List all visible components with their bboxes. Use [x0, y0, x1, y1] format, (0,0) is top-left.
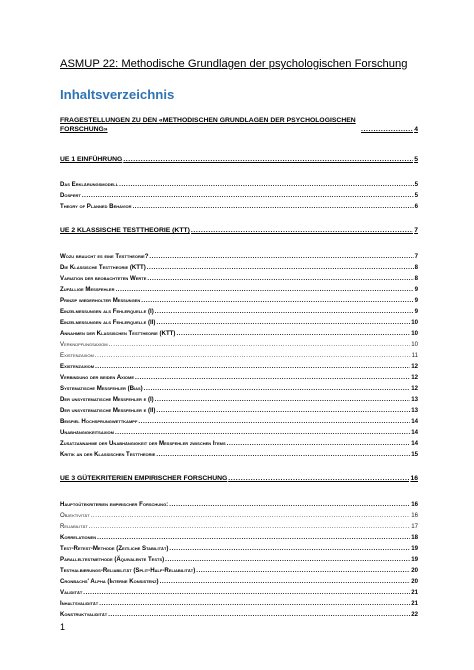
toc-entry[interactable]: Reliabilität ..... 17: [60, 522, 418, 531]
toc-entry[interactable]: Konstruktvalidität ..... 22: [60, 610, 418, 619]
toc-entry[interactable]: Wozu braucht es eine Testtheorie? ..... 7: [60, 252, 418, 261]
toc-entry[interactable]: Verbindung der beiden Axiome ..... 12: [60, 373, 418, 382]
page-number: 1: [60, 622, 66, 632]
toc-entry[interactable]: Testhalbierungs-Reliabilität (Split-Half-Reliabilität) ..... 20: [60, 566, 418, 575]
toc-entry[interactable]: Kritik an der Klassischen Testtheorie ..... 15: [60, 450, 418, 459]
toc-title: Inhaltsverzeichnis: [60, 87, 175, 102]
toc-entry-ue2[interactable]: UE 2 KLASSISCHE TESTTHEORIE (KTT) ..... 7: [60, 226, 418, 235]
toc-entry[interactable]: Unabhängigkeitsaxiom ..... 14: [60, 428, 418, 437]
toc-entry[interactable]: Test-Retest-Methode (Zeitliche Stabilität) ..... 19: [60, 544, 418, 553]
toc-entry[interactable]: Zusatzannahme der Unabhängigkeit der Messfehler zwischen Items ..... 14: [60, 439, 418, 448]
toc-entry[interactable]: Der unsystematische Messfehler e (II) ..... 13: [60, 406, 418, 415]
toc-entry[interactable]: Validität ..... 21: [60, 588, 418, 597]
toc-entry[interactable]: Der unsystematische Messfehler e (I) ..... 13: [60, 395, 418, 404]
toc-entry-ue1[interactable]: [60, 155, 418, 164]
toc-entry[interactable]: Beispiel Hochsprungwettkampf ..... 14: [60, 417, 418, 426]
toc-entry[interactable]: Verknüpfungsaxiom ..... 10: [60, 340, 418, 349]
toc-entry-text: UE 1 EINFÜHRUNG: [60, 156, 123, 163]
toc-entry-page: 4: [414, 126, 418, 134]
toc-entry[interactable]: Theory of Planned Behavior ..... 6: [60, 202, 418, 211]
toc-entry[interactable]: Annahmen der Klassischen Testtheorie (KTT) ..... 10: [60, 329, 418, 338]
page-header: ASMUP 22: Methodische Grundlagen der psychologischen Forschung: [60, 58, 408, 70]
toc-entry[interactable]: Einzelmessungen als Fehlerquelle (II) ..... 10: [60, 318, 418, 327]
toc-entry-ue3[interactable]: UE 3 GÜTEKRITERIEN EMPIRISCHER FORSCHUNG ..... 16: [60, 474, 418, 483]
toc-entry[interactable]: Variation der beobachteten Werte ..... 8: [60, 274, 418, 283]
toc-entry[interactable]: Cronbachs' Alpha (Interne Konsistenz) ..... 20: [60, 577, 418, 586]
toc-entry[interactable]: Dospert ..... 5: [60, 191, 418, 200]
toc-entry-text: FRAGESTELLUNGEN ZU DEN «METHODISCHEN GRUNDLAGEN DER PSYCHOLOGISCHEN FORSCHUNG»: [60, 117, 356, 133]
toc-entry[interactable]: Korrelationen ..... 18: [60, 533, 418, 542]
toc-entry[interactable]: Systematische Messfehler (Bias) ..... 12: [60, 384, 418, 393]
toc-entry[interactable]: Prinzip wiederholter Messungen ..... 9: [60, 296, 418, 305]
toc-entry-page: 5: [414, 156, 418, 163]
toc-entry[interactable]: Einzelmessungen als Fehlerquelle (I) ..... 9: [60, 307, 418, 316]
toc-entry[interactable]: Paralleltestmethode (Äquivalente Tests) ..... 19: [60, 555, 418, 564]
toc-entry[interactable]: Existenzaxiom ..... 11: [60, 351, 418, 360]
toc-entry-fragestellungen[interactable]: [60, 117, 418, 134]
toc-entry[interactable]: Hauptgütekriterien empirischer Forschung: ..... 16: [60, 500, 418, 509]
toc-entry[interactable]: Objektivität ..... 16: [60, 511, 418, 520]
toc-entry[interactable]: Existenzaxiom ..... 12: [60, 362, 418, 371]
toc-entry[interactable]: Inhaltsvalidität ..... 21: [60, 599, 418, 608]
toc-entry[interactable]: Die Klassische Testtheorie (KTT) ..... 8: [60, 263, 418, 272]
toc-entry[interactable]: Das Erklärungsmodell ..... 5: [60, 180, 418, 189]
toc-entry[interactable]: Zufällige Messfehler ..... 9: [60, 285, 418, 294]
